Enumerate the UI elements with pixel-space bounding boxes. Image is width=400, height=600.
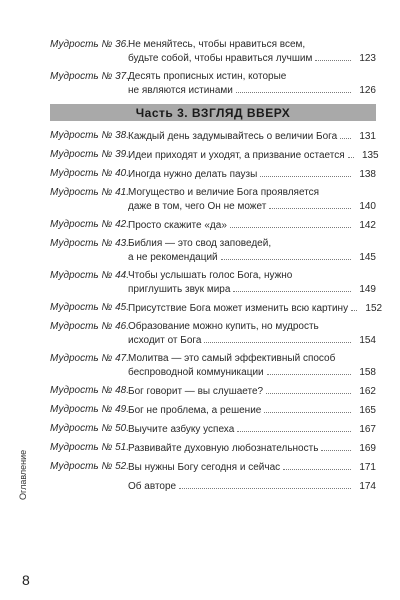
entry-title-text: Развивайте духовную любознательность [128,443,319,454]
entry-title-line [128,460,376,474]
entry-title-text: Вы нужны Богу сегодня и сейчас [128,462,281,473]
entry-title [128,384,376,398]
toc-entry [50,384,376,398]
toc-entry [50,167,376,181]
entry-page-number: 142 [359,220,376,231]
entry-label: Мудрость № 38. [50,130,129,141]
entry-title [128,269,376,296]
entry-title-line [128,186,376,199]
entry-title-text: даже в том, чего Он не может [128,201,267,212]
entry-title-line [128,384,376,398]
toc-entry [50,129,376,143]
entry-title-line [128,365,376,379]
entry-label: Мудрость № 52. [50,461,129,472]
entry-page-number: 162 [359,386,376,397]
dot-leader [264,403,351,413]
entry-title-text: Десять прописных истин, которые [128,71,287,82]
entry-title [128,403,376,417]
entry-title-line [128,237,376,250]
entry-page-number: 171 [359,462,376,473]
entry-title-line [128,199,376,213]
entry-title-line [128,422,376,436]
page-number: 8 [22,572,30,588]
dot-leader [260,167,351,177]
entry-title-line [128,320,376,333]
entry-title-text: Присутствие Бога может изменить всю картину [128,303,349,314]
dot-leader [179,479,351,489]
dot-leader [221,250,351,260]
entry-title-line [128,250,376,264]
entry-title [128,441,376,455]
entry-label: Мудрость № 36. [50,39,129,50]
dot-leader [230,218,351,228]
entry-title-text: Каждый день задумывайтесь о величии Бога [128,131,338,142]
toc-entry [50,479,376,493]
entry-title [128,422,376,436]
toc-entry [50,441,376,455]
entry-title-line [128,282,376,296]
entry-title-text: Могущество и величие Бога проявляется [128,187,320,198]
entry-title-line [128,352,376,365]
entry-title-text: Иногда нужно делать паузы [128,169,258,180]
entry-title-text: исходит от Бога [128,335,202,346]
entry-title [128,218,376,232]
toc-entry [50,269,376,296]
toc-entry [50,70,376,97]
entry-title-line [128,70,376,83]
entry-title-line [128,333,376,347]
dot-leader [233,282,351,292]
toc-entry [50,320,376,347]
dot-leader [321,441,351,451]
toc-entry [50,186,376,213]
entry-title-text: беспроводной коммуникации [128,367,264,378]
entry-label: Мудрость № 39. [50,149,129,160]
entry-label: Мудрость № 42. [50,219,129,230]
entry-page-number: 154 [359,335,376,346]
entry-title [128,479,376,493]
toc-entries-top [50,38,376,97]
entry-page-number: 174 [359,481,376,492]
entry-title-line [128,269,376,282]
entry-title-line [128,441,376,455]
toc-entry [50,352,376,379]
entry-page-number: 149 [359,284,376,295]
entry-title-text: приглушить звук мира [128,284,231,295]
entry-title-text: Образование можно купить, но мудрость [128,321,319,332]
part-title: Часть 3. ВЗГЛЯД ВВЕРХ [135,105,291,120]
entry-title-text: Не меняйтесь, чтобы нравиться всем, [128,39,306,50]
entry-title-text: Просто скажите «да» [128,220,227,231]
entry-title-line [128,38,376,51]
entry-title-line [128,129,376,143]
toc-entry [50,301,383,315]
entry-title [128,186,376,213]
entry-title-text: Бог не проблема, а решение [128,405,262,416]
toc-entries-main [50,129,383,493]
entry-title [128,70,376,97]
section-side-label: Оглавление [18,449,28,500]
entry-title-text: Библия — это свод заповедей, [128,238,272,249]
entry-page-number: 167 [359,424,376,435]
table-of-contents [50,38,383,498]
dot-leader [236,83,351,93]
entry-title-line [128,148,379,162]
part-header [50,104,376,121]
entry-page-number: 152 [365,303,383,314]
dot-leader [267,365,351,375]
toc-entry [50,403,376,417]
dot-leader [315,51,351,61]
entry-label: Мудрость № 43. [50,238,129,249]
entry-label: Мудрость № 37. [50,71,129,82]
entry-label: Мудрость № 44. [50,270,129,281]
entry-title-line [128,83,376,97]
entry-title-line [128,301,382,315]
entry-title [128,301,382,315]
entry-title-text: Молитва — это самый эффективный способ [128,353,336,364]
dot-leader [283,460,351,470]
dot-leader [340,129,351,139]
entry-label: Мудрость № 47. [50,353,129,364]
entry-page-number: 140 [359,201,376,212]
entry-page-number: 145 [359,252,376,263]
entry-title [128,167,376,181]
entry-label: Мудрость № 41. [50,187,129,198]
entry-title-text: Идеи приходят и уходят, а призвание остается [128,150,345,161]
entry-page-number: 126 [359,85,376,96]
dot-leader [266,384,351,394]
entry-title [128,237,376,264]
entry-title-text: будьте собой, чтобы нравиться лучшим [128,53,313,64]
entry-title-text: не являются истинами [128,85,233,96]
entry-title-text: Выучите азбуку успеха [128,424,235,435]
entry-title [128,460,376,474]
entry-title [128,129,376,143]
entry-page-number: 131 [359,131,376,142]
entry-page-number: 169 [359,443,376,454]
dot-leader [269,199,351,209]
dot-leader [348,148,354,158]
entry-page-number: 123 [359,53,376,64]
entry-page-number: 138 [359,169,376,180]
entry-title [128,38,376,65]
entry-title-line [128,403,376,417]
entry-page-number: 135 [361,150,379,161]
toc-entry [50,218,376,232]
entry-label: Мудрость № 46. [50,321,129,332]
dot-leader [204,333,351,343]
entry-label: Мудрость № 40. [50,168,129,179]
toc-entry [50,237,376,264]
entry-title [128,352,376,379]
toc-entry [50,38,376,65]
entry-page-number: 165 [359,405,376,416]
entry-label: Мудрость № 45. [50,302,129,313]
entry-label: Мудрость № 48. [50,385,129,396]
entry-title-text: Бог говорит — вы слушаете? [128,386,264,397]
entry-title-line [128,167,376,181]
entry-page-number: 158 [359,367,376,378]
entry-title-text: а не рекомендаций [128,252,218,263]
dot-leader [237,422,351,432]
entry-label: Мудрость № 51. [50,442,129,453]
toc-entry [50,460,376,474]
entry-title-line [128,51,376,65]
entry-title-text: Чтобы услышать голос Бога, нужно [128,270,293,281]
entry-label: Мудрость № 49. [50,404,129,415]
entry-label: Мудрость № 50. [50,423,129,434]
entry-title [128,320,376,347]
toc-entry [50,422,376,436]
toc-entry [50,148,379,162]
entry-title-line [128,218,376,232]
entry-title-text: Об авторе [128,481,177,492]
entry-title-line [128,479,376,493]
entry-title [128,148,379,162]
dot-leader [351,301,357,311]
